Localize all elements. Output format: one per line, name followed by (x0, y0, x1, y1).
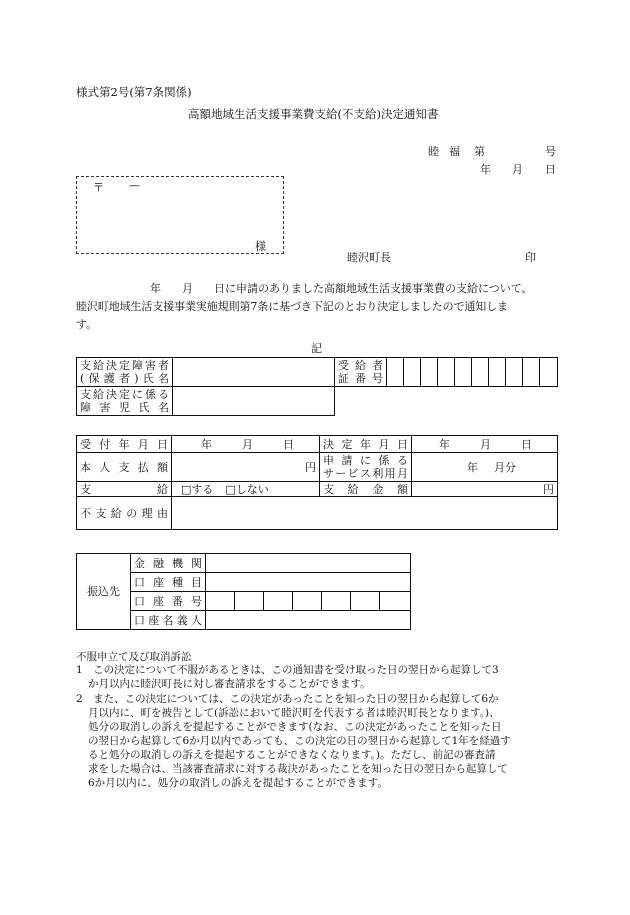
self-pay-label: 本人支払額 (77, 453, 172, 482)
bank-name-cell[interactable] (206, 554, 411, 573)
document-title: 高額地域生活支援事業費支給(不支給)決定通知書 (188, 107, 439, 121)
issue-date-day: 日 (545, 163, 556, 176)
cert-digit[interactable] (421, 358, 438, 387)
account-digit[interactable] (351, 592, 380, 611)
note-2-line-5: ると処分の取消しの訴えを提起することができなくなります。)。ただし、前記の審査請 (88, 749, 496, 761)
notes-heading: 不服申立て及び取消訴訟 (76, 651, 192, 663)
account-holder-label: 口座名義人 (131, 611, 206, 630)
note-2-line-6: 求をした場合は、当該審査請求に対する裁決があったことを知った日の翌日から起算して (88, 763, 508, 775)
decision-date-cell[interactable]: 年 月 日 (412, 436, 558, 453)
payment-amount-cell[interactable]: 円 (412, 482, 558, 497)
body-month: 月 (182, 282, 193, 295)
body-line-2: 睦沢町地域生活支援事業実施規則第7条に基づき下記のとおり決定しましたので通知しま (76, 300, 508, 313)
refusal-reason-label: 不支給の理由 (77, 497, 172, 530)
cert-digit[interactable] (438, 358, 455, 387)
note-1-line-2: か月以内に睦沢町長に対し審査請求をすることができます。 (88, 678, 371, 690)
account-holder-cell[interactable] (206, 611, 411, 630)
account-type-label: 口座種目 (131, 573, 206, 592)
recipient-name-label: 支給決定障害者 (保護者)氏名 (77, 358, 173, 387)
note-2-line-1: 2 また、この決定については、この決定があったことを知った日の翌日から起算して6か (76, 693, 499, 705)
note-2-line-4: の翌日から起算して6か月以内であっても、この決定の日の翌日から起算して1年を経過す (88, 735, 511, 747)
account-digit[interactable] (322, 592, 351, 611)
ref-char-3: 第 (474, 145, 485, 158)
body-year: 年 (150, 282, 161, 295)
note-1-line-1: 1 この決定について不服があるときは、この通知書を受け取った日の翌日から起算して3 (76, 664, 499, 676)
cert-digit[interactable] (404, 358, 421, 387)
ref-char-4: 号 (545, 145, 556, 158)
ref-char-2: 福 (449, 145, 460, 158)
issue-date-year: 年 (480, 163, 491, 176)
note-2-line-7: 6か月以内に、処分の取消しの訴えを提起することができます。 (88, 777, 388, 789)
cert-digit[interactable] (540, 358, 558, 387)
bank-transfer-table (76, 553, 411, 630)
ref-char-1: 睦 (428, 145, 439, 158)
account-digit[interactable] (235, 592, 264, 611)
ki-mark: 記 (311, 342, 322, 355)
account-digit[interactable] (206, 592, 235, 611)
cert-digit[interactable] (506, 358, 523, 387)
honorific: 様 (255, 240, 266, 253)
account-digit[interactable] (293, 592, 322, 611)
decision-table (76, 435, 558, 530)
issuer-name: 睦沢町長 (347, 251, 391, 264)
payment-label: 支 給 (77, 482, 172, 497)
seal-mark: 印 (525, 251, 536, 264)
cert-digit[interactable] (472, 358, 489, 387)
payment-options (172, 482, 320, 497)
form-number: 様式第2号(第7条関係) (76, 85, 192, 99)
self-pay-cell[interactable]: 円 (172, 453, 320, 482)
recipient-name-cell[interactable] (173, 358, 335, 387)
decision-date-label: 決定年月日 (320, 436, 412, 453)
postal-mark: 〒 (93, 181, 104, 194)
issue-date-month: 月 (512, 163, 523, 176)
body-line-1: 日に申請のありました高額地域生活支援事業費の支給について、 (214, 282, 533, 295)
receipt-date-label: 受付年月日 (77, 436, 172, 453)
certificate-number-table (334, 357, 558, 387)
transfer-destination-label: 振込先 (77, 554, 131, 630)
service-month-label: 申請に係る サービス利用月 (320, 453, 412, 482)
note-2-line-2: 月以内に、町を被告として(訴訟において睦沢町を代表する者は睦沢町長となります。)、 (88, 707, 500, 719)
account-number-label: 口座番号 (131, 592, 206, 611)
account-digit[interactable] (380, 592, 411, 611)
payment-yes-checkbox[interactable]: □する (181, 482, 214, 496)
child-name-cell[interactable] (173, 387, 335, 416)
note-2-line-3: 処分の取消しの訴えを提起することができます(なお、この決定があったことを知った日 (88, 721, 502, 733)
account-type-cell[interactable] (206, 573, 411, 592)
refusal-reason-cell[interactable] (172, 497, 558, 530)
cert-digit[interactable] (387, 358, 404, 387)
account-digit[interactable] (264, 592, 293, 611)
child-name-label: 支給決定に係る 障害児氏名 (77, 387, 173, 416)
receipt-date-cell[interactable]: 年 月 日 (172, 436, 320, 453)
postal-dash: — (129, 179, 140, 192)
payment-no-checkbox[interactable]: □しない (225, 482, 269, 496)
address-box (76, 176, 284, 254)
recipient-table (76, 357, 335, 416)
body-line-3: す。 (76, 318, 98, 331)
bank-name-label: 金融機関 (131, 554, 206, 573)
payment-amount-label: 支給金額 (320, 482, 412, 497)
cert-digit[interactable] (523, 358, 540, 387)
cert-digit[interactable] (455, 358, 472, 387)
certificate-number-label: 受給者 証番号 (335, 358, 387, 387)
service-month-cell[interactable]: 年 月分 (412, 453, 558, 482)
cert-digit[interactable] (489, 358, 506, 387)
